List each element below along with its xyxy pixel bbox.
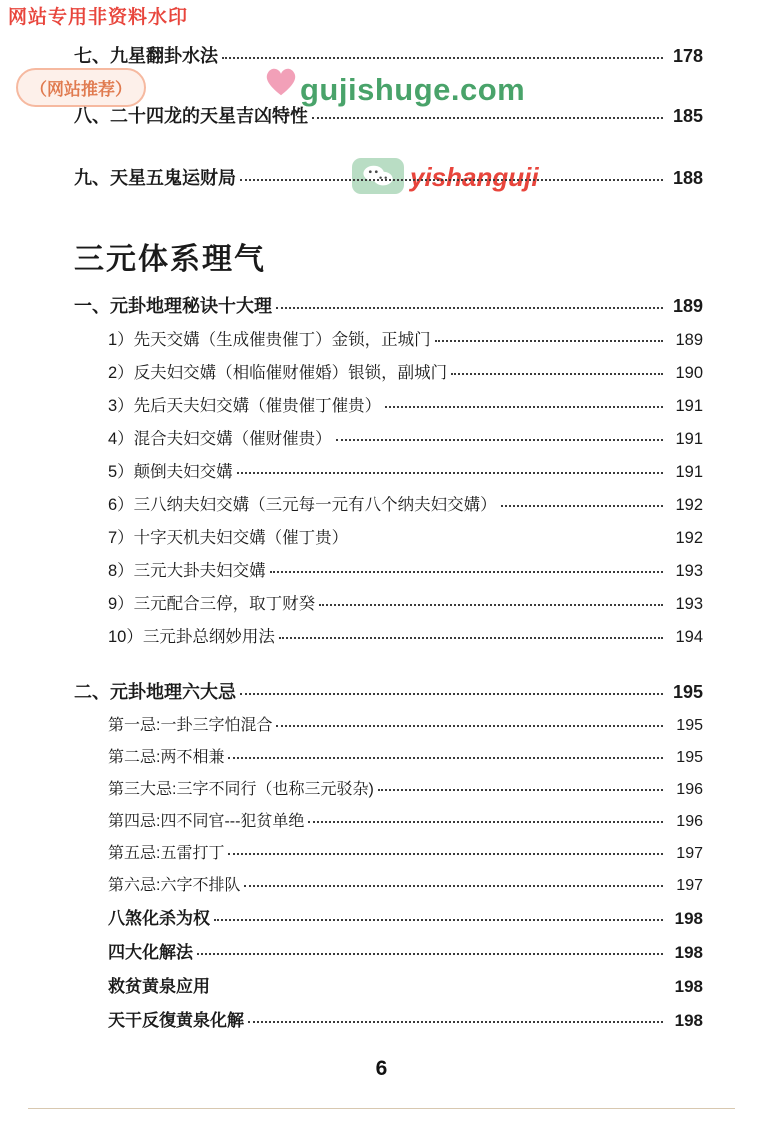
section-heading: 三元体系理气 <box>74 243 266 276</box>
toc-entry-label: 第四忌:四不同官---犯贫单绝 <box>108 813 305 830</box>
toc-entry-page: 197 <box>676 877 703 894</box>
toc-sub-entry[interactable] <box>108 904 703 929</box>
toc-entry-label: 四大化解法 <box>108 943 193 962</box>
toc-leader-dots <box>308 810 663 823</box>
toc-sub-entry[interactable] <box>108 557 703 581</box>
toc-entry-label: 七、九星翻卦水法 <box>74 46 218 66</box>
toc-sub-entry[interactable] <box>108 938 703 963</box>
toc-entry-page: 196 <box>676 813 703 830</box>
toc-sub-entry[interactable] <box>108 872 703 895</box>
toc-entry-page: 195 <box>676 717 703 734</box>
toc-chapter-entry[interactable] <box>74 292 703 318</box>
toc-sub-entry[interactable] <box>108 590 703 614</box>
toc-leader-dots <box>214 907 663 921</box>
watermark-top-left: 网站专用非资料水印 <box>8 7 189 28</box>
toc-entry-page: 191 <box>675 463 703 481</box>
page-number: 6 <box>375 1057 388 1080</box>
toc-leader-dots <box>279 625 663 639</box>
toc-leader-dots <box>276 714 663 727</box>
toc-entry-page: 193 <box>675 595 703 613</box>
watermark-site-green: gujishuge.com <box>300 72 526 107</box>
toc-entry-page: 198 <box>674 943 703 962</box>
toc-leader-dots <box>451 361 663 375</box>
toc-leader-dots <box>435 328 663 342</box>
toc-entry-label: 2）反夫妇交媾（相临催财催婚）银锁，副城门 <box>108 364 448 382</box>
toc-entry-label: 二、元卦地理六大忌 <box>74 682 236 702</box>
toc-sub-entry[interactable] <box>108 840 703 863</box>
toc-entry-page: 195 <box>676 749 703 766</box>
toc-entry-page: 198 <box>674 977 703 996</box>
toc-entry-label: 8）三元大卦夫妇交媾 <box>108 562 266 580</box>
toc-leader-dots <box>319 592 663 606</box>
toc-entry-label: 第二忌:两不相兼 <box>108 749 225 766</box>
toc-sub-entry[interactable] <box>108 326 703 350</box>
toc-leader-dots <box>501 493 663 507</box>
toc-leader-dots <box>244 874 663 887</box>
toc-entry[interactable] <box>74 164 703 190</box>
toc-entry-label: 7）十字天机夫妇交媾（催丁贵） <box>108 529 349 547</box>
toc-entry-page: 197 <box>676 845 703 862</box>
toc-leader-dots <box>240 680 663 695</box>
toc-sub-entry[interactable] <box>108 972 703 997</box>
toc-entry[interactable] <box>74 42 703 68</box>
toc-entry-page: 193 <box>675 562 703 580</box>
toc-leader-dots <box>352 528 663 540</box>
toc-sub-entry[interactable] <box>108 392 703 416</box>
toc-entry-label: 九、天星五鬼运财局 <box>74 168 236 188</box>
toc-leader-dots <box>385 394 663 408</box>
toc-chapter-entry[interactable] <box>74 678 703 704</box>
toc-leader-dots <box>378 778 663 791</box>
toc-entry-label: 6）三八纳夫妇交媾（三元每一元有八个纳夫妇交媾） <box>108 496 497 514</box>
toc-entry-label: 9）三元配合三停，取丁财癸 <box>108 595 316 613</box>
toc-entry-label: 5）颠倒夫妇交媾 <box>108 463 233 481</box>
toc-entry-page: 198 <box>674 909 703 928</box>
toc-sub-entry[interactable] <box>108 808 703 831</box>
toc-entry-page: 178 <box>672 46 703 66</box>
toc-entry-page: 192 <box>675 529 703 547</box>
toc-sub-entry[interactable] <box>108 744 703 767</box>
toc-leader-dots <box>312 104 663 119</box>
footer-divider <box>28 1108 735 1109</box>
toc-entry-label: 一、元卦地理秘诀十大理 <box>74 296 272 316</box>
toc-sub-entry[interactable] <box>108 458 703 482</box>
toc-entry-page: 198 <box>674 1011 703 1030</box>
toc-entry-label: 第六忌:六字不排队 <box>108 877 241 894</box>
toc-entry-page: 191 <box>675 430 703 448</box>
watermark-recommend-badge: （网站推荐） <box>16 68 146 107</box>
toc-leader-dots <box>228 842 663 855</box>
toc-entry-label: 4）混合夫妇交媾（催财催贵） <box>108 430 332 448</box>
toc-leader-dots <box>336 427 663 441</box>
toc-leader-dots <box>197 941 663 955</box>
toc-leader-dots <box>270 559 663 573</box>
toc-entry-page: 188 <box>672 168 703 188</box>
toc-entry-label: 第三大忌:三字不同行（也称三元驳杂) <box>108 781 374 798</box>
toc-entry-label: 3）先后天夫妇交媾（催贵催丁催贵） <box>108 397 382 415</box>
toc-entry-page: 190 <box>675 364 703 382</box>
toc-entry-label: 1）先天交媾（生成催贵催丁）金锁，正城门 <box>108 331 431 349</box>
toc-entry-label: 救贫黄泉应用 <box>108 977 210 996</box>
toc-leader-dots <box>240 166 663 181</box>
toc-entry-label: 第五忌:五雷打丁 <box>108 845 225 862</box>
toc-leader-dots <box>228 746 663 759</box>
toc-entry-page: 191 <box>675 397 703 415</box>
toc-sub-entry[interactable] <box>108 776 703 799</box>
toc-leader-dots <box>214 977 663 989</box>
toc-entry-label: 第一忌:一卦三字怕混合 <box>108 717 273 734</box>
toc-entry-label: 八、二十四龙的天星吉凶特性 <box>74 106 308 126</box>
toc-sub-entry[interactable] <box>108 491 703 515</box>
watermark-site-red: yishanguji <box>410 162 539 192</box>
toc-entry-label: 天干反復黄泉化解 <box>108 1011 244 1030</box>
toc-leader-dots <box>248 1009 663 1023</box>
toc-entry-page: 195 <box>672 682 703 702</box>
toc-sub-entry[interactable] <box>108 524 703 548</box>
toc-sub-entry[interactable] <box>108 712 703 735</box>
toc-sub-entry[interactable] <box>108 1006 703 1031</box>
toc-entry-page: 189 <box>675 331 703 349</box>
toc-entry-page: 196 <box>676 781 703 798</box>
toc-entry-label: 八煞化杀为权 <box>108 909 210 928</box>
toc-entry-page: 194 <box>675 628 703 646</box>
toc-sub-entry[interactable] <box>108 623 703 647</box>
toc-entry-label: 10）三元卦总纲妙用法 <box>108 628 275 646</box>
toc-leader-dots <box>222 44 663 59</box>
toc-leader-dots <box>276 294 663 309</box>
toc-entry-page: 192 <box>675 496 703 514</box>
toc-sub-entry[interactable] <box>108 425 703 449</box>
toc-entry[interactable] <box>74 102 703 128</box>
toc-sub-entry[interactable] <box>108 359 703 383</box>
toc-entry-page: 185 <box>672 106 703 126</box>
toc-entry-page: 189 <box>672 296 703 316</box>
toc-leader-dots <box>237 460 663 474</box>
